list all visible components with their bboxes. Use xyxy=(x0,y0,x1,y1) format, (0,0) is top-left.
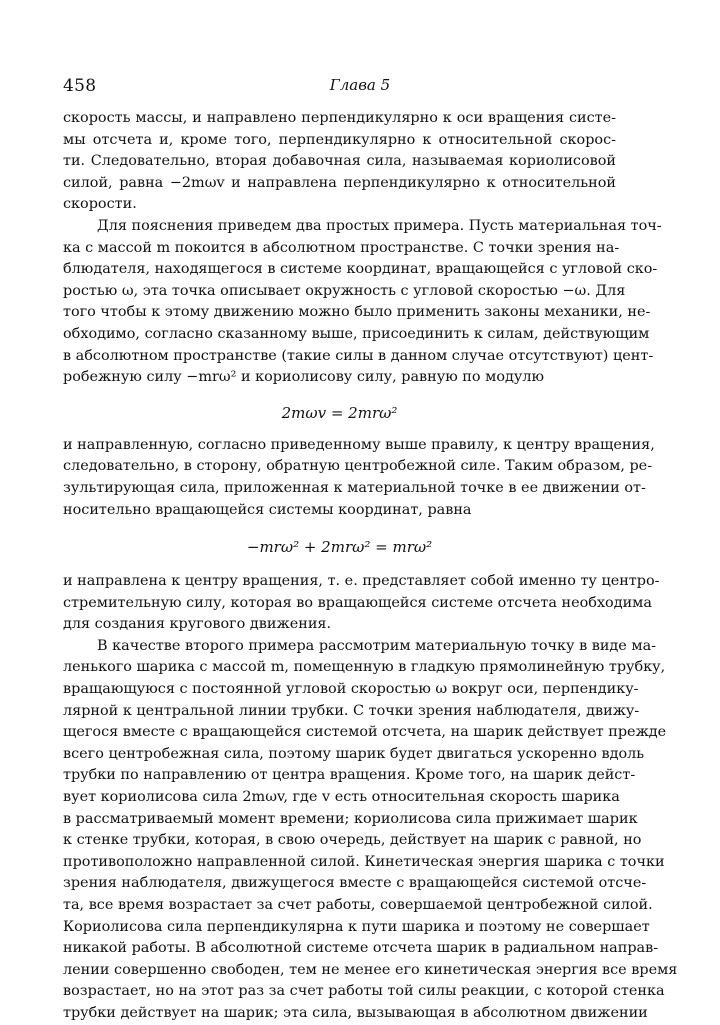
text-line: противоположно направленной силой. Кинетическая энергия шарика с точки xyxy=(63,853,665,870)
text-line: в абсолютном пространстве (такие силы в данном случае отсутствуют) цент- xyxy=(63,347,654,364)
text-line: лении совершенно свободен, тем не менее его кинетическая энергия все время xyxy=(63,961,678,978)
text-line: и направленную, согласно приведенному выше правилу, к центру вращения, xyxy=(63,436,655,453)
text-line: зультирующая сила, приложенная к материальной точке в ее движении от- xyxy=(63,479,646,496)
page-body xyxy=(63,108,678,1025)
page-number: 458 xyxy=(63,76,97,96)
text-line: возрастает, но на этот раз за счет работы той силы реакции, с которой стенка xyxy=(63,983,665,1000)
text-line: В качестве второго примера рассмотрим материальную точку в виде ма- xyxy=(97,637,657,654)
text-line: в рассматриваемый момент времени; кориолисова сила прижимает шарик xyxy=(63,810,638,827)
paragraph xyxy=(63,636,678,1025)
text-line: следовательно, в сторону, обратную центробежной силе. Таким образом, ре- xyxy=(63,458,653,475)
text-line: ленького шарика с массой m, помещенную в гладкую прямолинейную трубку, xyxy=(63,659,666,676)
text-line: скорость массы, и направлено перпендикулярно к оси вращения систе- xyxy=(63,110,616,126)
text-line: ка с массой m покоится в абсолютном пространстве. С точки зрения на- xyxy=(63,239,620,256)
paragraph xyxy=(63,108,616,216)
text-line: Для пояснения приведем два простых примера. Пусть материальная точ- xyxy=(97,217,662,234)
paragraph xyxy=(63,216,662,389)
text-line: ростью ω, эта точка описывает окружность с угловой скоростью −ω. Для xyxy=(63,282,626,299)
page-header xyxy=(0,76,720,100)
text-line: и направлена к центру вращения, т. е. представляет собой именно ту центро- xyxy=(63,573,660,590)
text-line: силой, равна −2mωv и направлена перпендикулярно к относительной xyxy=(63,174,616,191)
text-line: вует кориолисова сила 2mωv, где v есть относительная скорость шарика xyxy=(63,789,620,806)
text-line: никакой работы. В абсолютной системе отсчета шарик в радиальном направ- xyxy=(63,940,659,957)
text-line: мы отсчета и, кроме того, перпендикулярно к относительной скорос- xyxy=(63,131,616,148)
text-line: вращающуюся с постоянной угловой скоростью ω вокруг оси, перпендику- xyxy=(63,681,639,698)
text-line: блюдателя, находящегося в системе координат, вращающейся с угловой ско- xyxy=(63,261,658,278)
text-line: носительно вращающейся системы координат, равна xyxy=(63,501,472,518)
text-line: обходимо, согласно сказанному выше, присоединить к силам, действующим xyxy=(63,325,650,342)
text-line: для создания кругового движения. xyxy=(63,616,332,633)
running-title: Глава 5 xyxy=(329,76,391,94)
text-line: зрения наблюдателя, движущегося вместе с вращающейся системой отсче- xyxy=(63,875,647,892)
text-line: к стенке трубки, которая, в свою очередь, действует на шарик с равной, но xyxy=(63,832,642,849)
display-formula: 2mωv = 2mrω² xyxy=(281,403,398,422)
text-line: робежную силу −mrω² и кориолисову силу, равную по модулю xyxy=(63,369,544,386)
text-line: ти. Следовательно, вторая добавочная сила, называемая кориолисовой xyxy=(63,153,616,170)
text-line: стремительную силу, которая во вращающейся системе отсчета необходима xyxy=(63,594,652,611)
text-line: та, все время возрастает за счет работы, совершаемой центробежной силой. xyxy=(63,897,653,913)
text-line: лярной к центральной линии трубки. С точки зрения наблюдателя, движу- xyxy=(63,702,640,719)
text-line: всего центробежная сила, поэтому шарик будет двигаться ускоренно вдоль xyxy=(63,745,645,762)
display-formula: −mrω² + 2mrω² = mrω² xyxy=(246,538,433,557)
paragraph xyxy=(63,435,655,521)
text-line: трубки действует на шарик; эта сила, вызывающая в абсолютном движении xyxy=(63,1004,648,1021)
text-line: скорости. xyxy=(63,196,137,213)
text-line: Кориолисова сила перпендикулярна к пути шарика и поэтому не совершает xyxy=(63,918,650,935)
text-line: трубки по направлению от центра вращения. Кроме того, на шарик дейст- xyxy=(63,767,636,784)
text-line: того чтобы к этому движению можно было применить законы механики, не- xyxy=(63,304,651,321)
text-line: щегося вместе с вращающейся системой отсчета, на шарик действует прежде xyxy=(63,724,667,741)
paragraph xyxy=(63,571,660,636)
